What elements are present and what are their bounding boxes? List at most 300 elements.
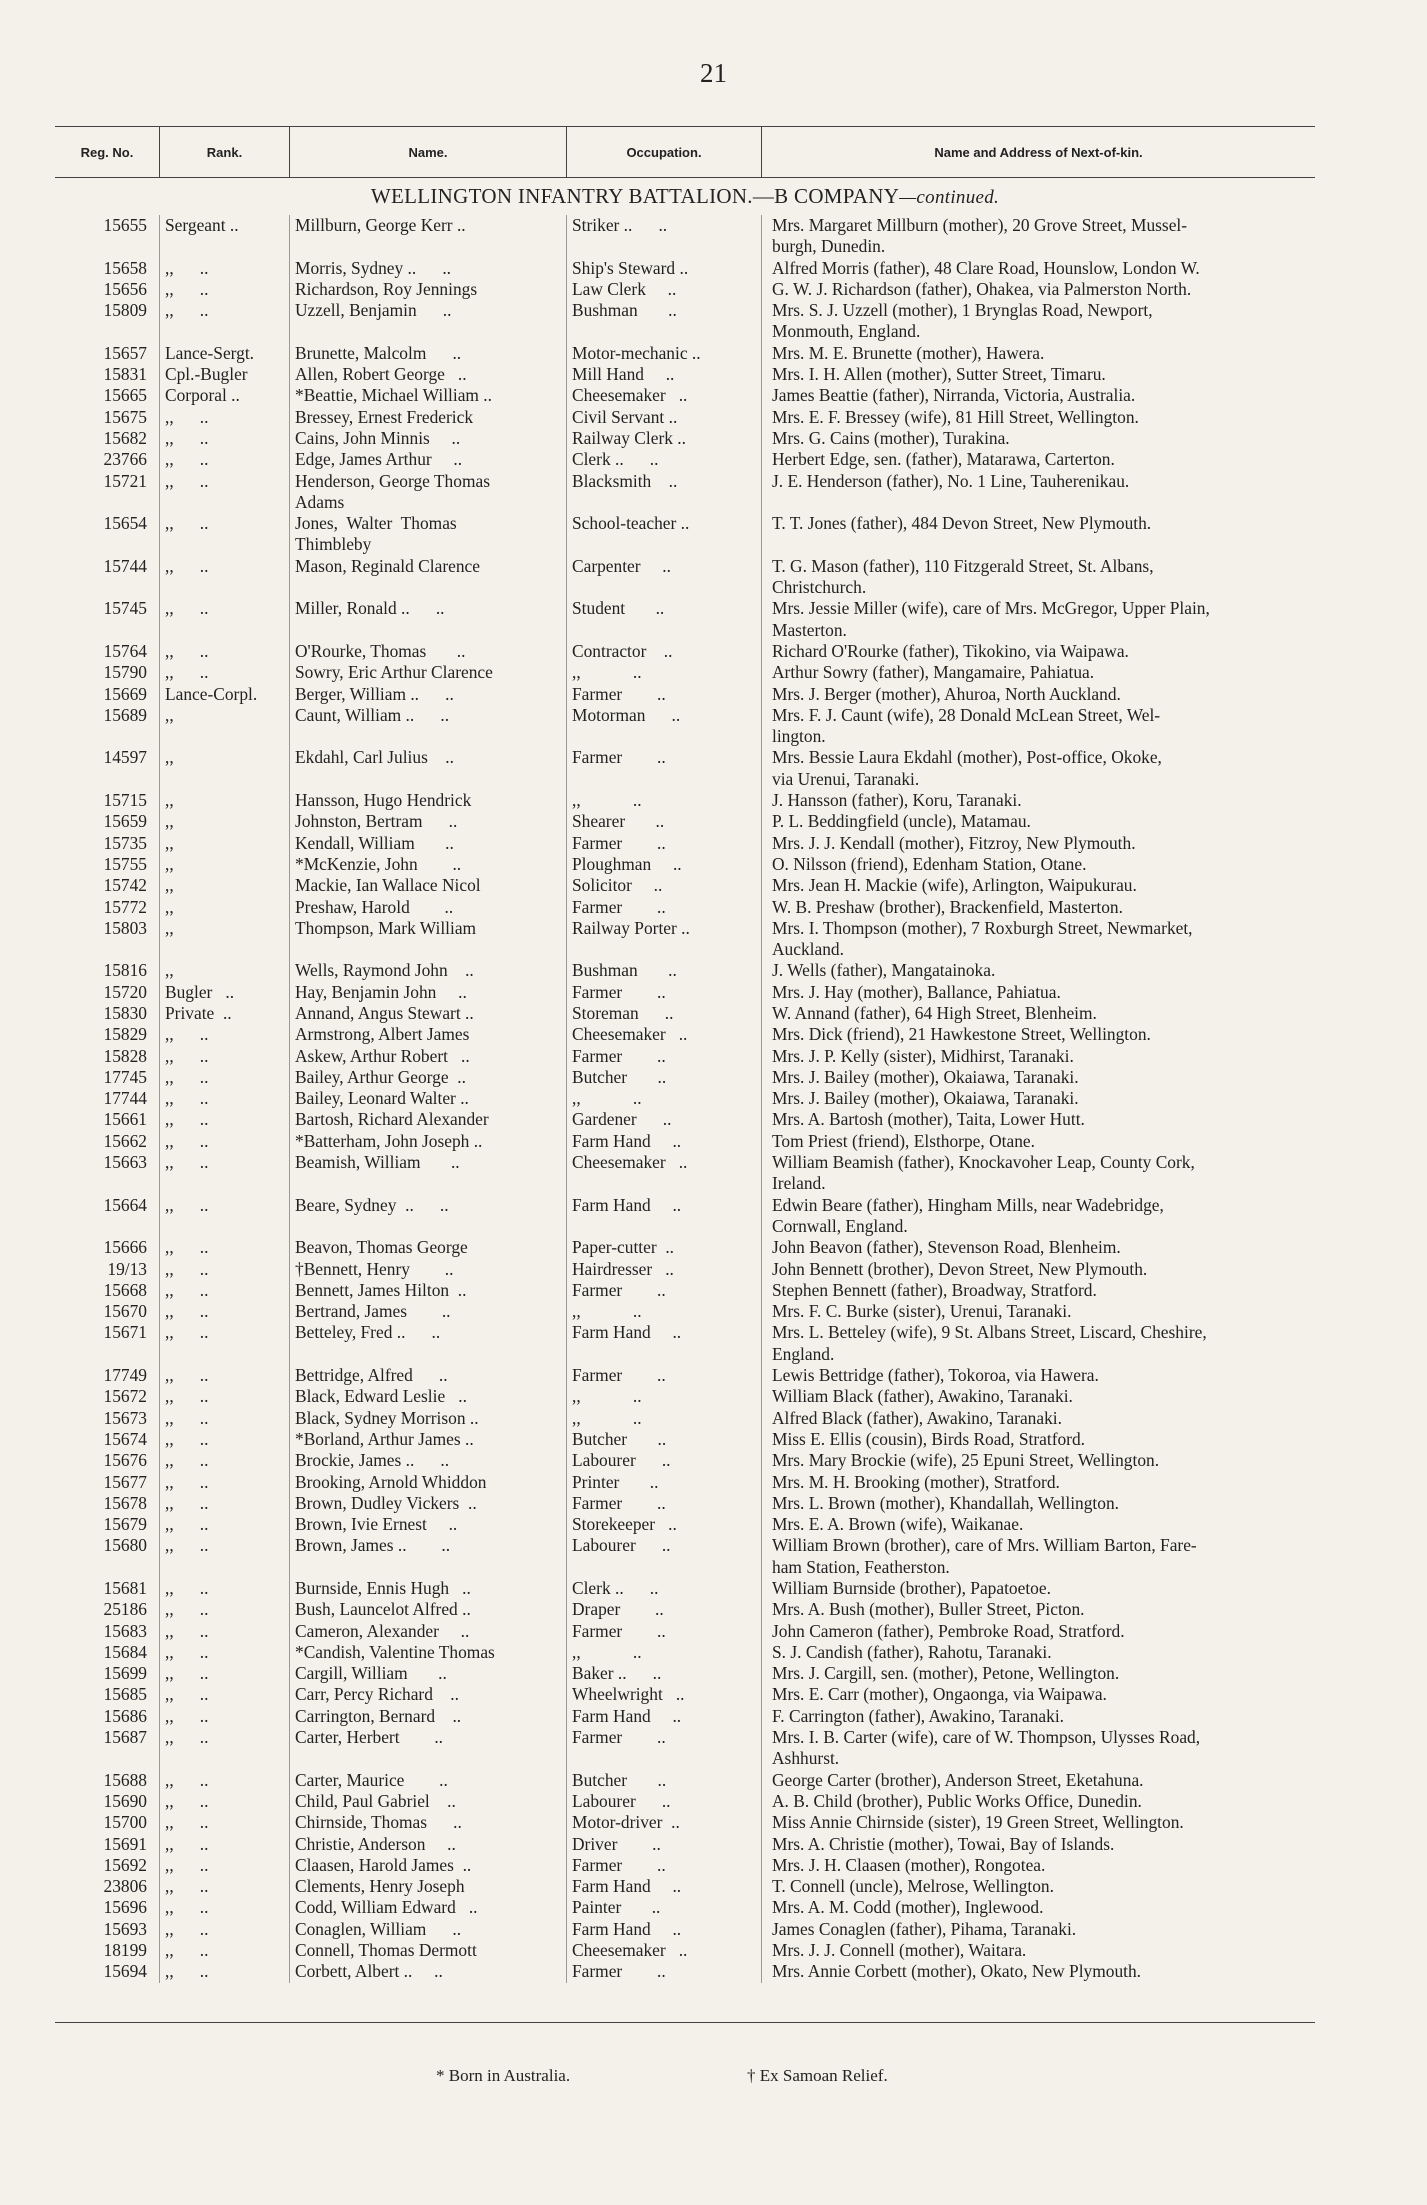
- name-cell: Uzzell, Benjamin ..: [289, 300, 566, 343]
- reg-no-cell: 15679: [103, 1514, 147, 1535]
- occupation-cell: ,, ..: [566, 1088, 761, 1109]
- table-row: [55, 258, 1315, 279]
- reg-no-cell: 15699: [103, 1663, 147, 1684]
- reg-no-cell: 15686: [103, 1705, 147, 1726]
- name-cell: Cameron, Alexander ..: [289, 1621, 566, 1642]
- reg-no-cell: 19/13: [107, 1258, 147, 1279]
- next-of-kin-cell: Herbert Edge, sen. (father), Matarawa, Carterton.: [761, 449, 1315, 470]
- rank-cell: ,, ..: [159, 1408, 289, 1429]
- next-of-kin-cell: Arthur Sowry (father), Mangamaire, Pahiatua.: [761, 662, 1315, 683]
- table-row: [55, 1855, 1315, 1876]
- occupation-cell: Printer ..: [566, 1472, 761, 1493]
- occupation-cell: Solicitor ..: [566, 875, 761, 896]
- table-row: [55, 1770, 1315, 1791]
- next-of-kin-cell: Edwin Beare (father), Hingham Mills, near Wadebridge, Cornwall, England.: [761, 1195, 1315, 1238]
- table-row: [55, 854, 1315, 875]
- name-cell: Cargill, William ..: [289, 1663, 566, 1684]
- occupation-cell: ,, ..: [566, 1642, 761, 1663]
- rank-cell: ,, ..: [159, 1109, 289, 1130]
- next-of-kin-cell: Mrs. I. H. Allen (mother), Sutter Street, Timaru.: [761, 364, 1315, 385]
- rank-cell: ,, ..: [159, 1067, 289, 1088]
- next-of-kin-cell: Mrs. J. Bailey (mother), Okaiawa, Taranaki.: [761, 1067, 1315, 1088]
- occupation-cell: Butcher ..: [566, 1770, 761, 1791]
- name-cell: Bennett, James Hilton ..: [289, 1280, 566, 1301]
- occupation-cell: ,, ..: [566, 662, 761, 683]
- next-of-kin-cell: F. Carrington (father), Awakino, Taranaki.: [761, 1706, 1315, 1727]
- table-row: [55, 1834, 1315, 1855]
- name-cell: Beavon, Thomas George: [289, 1237, 566, 1258]
- name-cell: Preshaw, Harold ..: [289, 897, 566, 918]
- table-row: [55, 1535, 1315, 1578]
- rank-cell: ,,: [159, 705, 289, 748]
- next-of-kin-cell: Mrs. Jessie Miller (wife), care of Mrs. McGregor, Upper Plain, Masterton.: [761, 598, 1315, 641]
- occupation-cell: Bushman ..: [566, 300, 761, 343]
- next-of-kin-cell: A. B. Child (brother), Public Works Office, Dunedin.: [761, 1791, 1315, 1812]
- table-row: [55, 513, 1315, 556]
- occupation-cell: Farm Hand ..: [566, 1919, 761, 1940]
- reg-no-cell: 15715: [103, 790, 147, 811]
- name-cell: Carter, Herbert ..: [289, 1727, 566, 1770]
- name-cell: Edge, James Arthur ..: [289, 449, 566, 470]
- next-of-kin-cell: T. G. Mason (father), 110 Fitzgerald Street, St. Albans, Christchurch.: [761, 556, 1315, 599]
- reg-no-cell: 15693: [103, 1918, 147, 1939]
- name-cell: Brockie, James .. ..: [289, 1450, 566, 1471]
- rank-cell: ,, ..: [159, 1429, 289, 1450]
- next-of-kin-cell: Mrs. F. C. Burke (sister), Urenui, Taranaki.: [761, 1301, 1315, 1322]
- reg-no-cell: 15692: [103, 1854, 147, 1875]
- rank-cell: ,,: [159, 875, 289, 896]
- reg-no-cell: 15803: [103, 917, 147, 938]
- occupation-cell: Carpenter ..: [566, 556, 761, 599]
- occupation-cell: Farm Hand ..: [566, 1195, 761, 1238]
- header-reg-no: Reg. No.: [80, 144, 134, 160]
- rank-cell: ,, ..: [159, 1791, 289, 1812]
- rank-cell: Private ..: [159, 1003, 289, 1024]
- name-cell: Hay, Benjamin John ..: [289, 982, 566, 1003]
- name-cell: Brown, James .. ..: [289, 1535, 566, 1578]
- occupation-cell: Cheesemaker ..: [566, 1152, 761, 1195]
- reg-no-cell: 15700: [103, 1812, 147, 1833]
- rank-cell: ,, ..: [159, 1088, 289, 1109]
- occupation-cell: ,, ..: [566, 790, 761, 811]
- occupation-cell: ,, ..: [566, 1301, 761, 1322]
- rank-cell: ,,: [159, 811, 289, 832]
- rank-cell: ,, ..: [159, 1237, 289, 1258]
- name-cell: Richardson, Roy Jennings: [289, 279, 566, 300]
- next-of-kin-cell: G. W. J. Richardson (father), Ohakea, via Palmerston North.: [761, 279, 1315, 300]
- table-row: [55, 1152, 1315, 1195]
- rank-cell: ,, ..: [159, 1642, 289, 1663]
- occupation-cell: Farmer ..: [566, 1493, 761, 1514]
- occupation-cell: Motorman ..: [566, 705, 761, 748]
- rank-cell: ,, ..: [159, 1706, 289, 1727]
- name-cell: Brown, Dudley Vickers ..: [289, 1493, 566, 1514]
- name-cell: Ekdahl, Carl Julius ..: [289, 747, 566, 790]
- rank-cell: ,, ..: [159, 1259, 289, 1280]
- reg-no-cell: 23766: [103, 449, 147, 470]
- rank-cell: ,, ..: [159, 1855, 289, 1876]
- reg-no-cell: 15687: [103, 1727, 147, 1748]
- name-cell: Beamish, William ..: [289, 1152, 566, 1195]
- rank-cell: ,,: [159, 918, 289, 961]
- reg-no-cell: 15745: [103, 598, 147, 619]
- header-rank: Rank.: [159, 127, 289, 177]
- reg-no-cell: 15676: [103, 1450, 147, 1471]
- table-header: [55, 126, 1315, 178]
- rank-cell: Lance-Corpl.: [159, 684, 289, 705]
- rank-cell: ,, ..: [159, 1961, 289, 1982]
- reg-no-cell: 15828: [103, 1045, 147, 1066]
- name-cell: Brooking, Arnold Whiddon: [289, 1472, 566, 1493]
- next-of-kin-cell: William Beamish (father), Knockavoher Leap, County Cork, Ireland.: [761, 1152, 1315, 1195]
- reg-no-cell: 15772: [103, 896, 147, 917]
- next-of-kin-cell: Mrs. A. M. Codd (mother), Inglewood.: [761, 1897, 1315, 1918]
- name-cell: Bailey, Arthur George ..: [289, 1067, 566, 1088]
- name-cell: Connell, Thomas Dermott: [289, 1940, 566, 1961]
- section-title: [55, 184, 1315, 209]
- next-of-kin-cell: Alfred Black (father), Awakino, Taranaki.: [761, 1408, 1315, 1429]
- table-row: [55, 1961, 1315, 1982]
- occupation-cell: Ship's Steward ..: [566, 258, 761, 279]
- header-occupation: Occupation.: [566, 127, 761, 177]
- occupation-cell: Storekeeper ..: [566, 1514, 761, 1535]
- occupation-cell: Storeman ..: [566, 1003, 761, 1024]
- rank-cell: ,, ..: [159, 1663, 289, 1684]
- reg-no-cell: 15665: [103, 385, 147, 406]
- occupation-cell: Blacksmith ..: [566, 471, 761, 514]
- next-of-kin-cell: T. Connell (uncle), Melrose, Wellington.: [761, 1876, 1315, 1897]
- reg-no-cell: 15668: [103, 1279, 147, 1300]
- rank-cell: ,, ..: [159, 1386, 289, 1407]
- occupation-cell: Farmer ..: [566, 1855, 761, 1876]
- table-row: [55, 747, 1315, 790]
- rank-cell: ,, ..: [159, 1301, 289, 1322]
- next-of-kin-cell: Mrs. J. Berger (mother), Ahuroa, North Auckland.: [761, 684, 1315, 705]
- table-row: [55, 811, 1315, 832]
- table-row: [55, 385, 1315, 406]
- occupation-cell: Shearer ..: [566, 811, 761, 832]
- name-cell: Bertrand, James ..: [289, 1301, 566, 1322]
- next-of-kin-cell: John Beavon (father), Stevenson Road, Blenheim.: [761, 1237, 1315, 1258]
- table-row: [55, 1024, 1315, 1045]
- occupation-cell: ,, ..: [566, 1386, 761, 1407]
- next-of-kin-cell: Mrs. Mary Brockie (wife), 25 Epuni Street, Wellington.: [761, 1450, 1315, 1471]
- occupation-cell: Law Clerk ..: [566, 279, 761, 300]
- table-row: [55, 790, 1315, 811]
- occupation-cell: Farmer ..: [566, 982, 761, 1003]
- occupation-cell: Railway Clerk ..: [566, 428, 761, 449]
- occupation-cell: Painter ..: [566, 1897, 761, 1918]
- rank-cell: ,, ..: [159, 471, 289, 514]
- table-row: [55, 556, 1315, 599]
- reg-no-cell: 15688: [103, 1769, 147, 1790]
- rank-cell: ,,: [159, 897, 289, 918]
- table-row: [55, 875, 1315, 896]
- next-of-kin-cell: T. T. Jones (father), 484 Devon Street, New Plymouth.: [761, 513, 1315, 556]
- occupation-cell: Farm Hand ..: [566, 1131, 761, 1152]
- reg-no-cell: 15678: [103, 1492, 147, 1513]
- rank-cell: ,, ..: [159, 1684, 289, 1705]
- reg-no-cell: 15654: [103, 513, 147, 534]
- next-of-kin-cell: Mrs. Dick (friend), 21 Hawkestone Street, Wellington.: [761, 1024, 1315, 1045]
- next-of-kin-cell: John Bennett (brother), Devon Street, New Plymouth.: [761, 1259, 1315, 1280]
- table-row: [55, 982, 1315, 1003]
- next-of-kin-cell: J. Wells (father), Mangatainoka.: [761, 960, 1315, 981]
- name-cell: Brown, Ivie Ernest ..: [289, 1514, 566, 1535]
- rank-cell: ,, ..: [159, 1450, 289, 1471]
- name-cell: Caunt, William .. ..: [289, 705, 566, 748]
- name-cell: Claasen, Harold James ..: [289, 1855, 566, 1876]
- name-cell: Carr, Percy Richard ..: [289, 1684, 566, 1705]
- table-row: [55, 1365, 1315, 1386]
- reg-no-cell: 15659: [103, 811, 147, 832]
- rank-cell: Cpl.-Bugler: [159, 364, 289, 385]
- reg-no-cell: 15816: [103, 960, 147, 981]
- rank-cell: ,,: [159, 854, 289, 875]
- rank-cell: ,, ..: [159, 1046, 289, 1067]
- occupation-cell: Butcher ..: [566, 1429, 761, 1450]
- table-row: [55, 918, 1315, 961]
- rank-cell: ,, ..: [159, 449, 289, 470]
- next-of-kin-cell: Mrs. J. H. Claasen (mother), Rongotea.: [761, 1855, 1315, 1876]
- name-cell: *Beattie, Michael William ..: [289, 385, 566, 406]
- next-of-kin-cell: William Black (father), Awakino, Taranaki.: [761, 1386, 1315, 1407]
- occupation-cell: Farmer ..: [566, 684, 761, 705]
- table-row: [55, 1493, 1315, 1514]
- table-row: [55, 1408, 1315, 1429]
- rank-cell: ,, ..: [159, 1812, 289, 1833]
- rank-cell: ,, ..: [159, 641, 289, 662]
- name-cell: Cains, John Minnis ..: [289, 428, 566, 449]
- occupation-cell: Bushman ..: [566, 960, 761, 981]
- reg-no-cell: 17745: [103, 1066, 147, 1087]
- reg-no-cell: 17744: [103, 1088, 147, 1109]
- header-next-of-kin: Name and Address of Next-of-kin.: [761, 127, 1315, 177]
- name-cell: Christie, Anderson ..: [289, 1834, 566, 1855]
- reg-no-cell: 14597: [103, 747, 147, 768]
- next-of-kin-cell: James Beattie (father), Nirranda, Victoria, Australia.: [761, 385, 1315, 406]
- name-cell: Hansson, Hugo Hendrick: [289, 790, 566, 811]
- bottom-rule: [55, 2022, 1315, 2023]
- occupation-cell: Cheesemaker ..: [566, 385, 761, 406]
- next-of-kin-cell: Mrs. E. A. Brown (wife), Waikanae.: [761, 1514, 1315, 1535]
- footnote-born-in-australia: * Born in Australia.: [436, 2066, 571, 2085]
- occupation-cell: Labourer ..: [566, 1791, 761, 1812]
- rank-cell: ,, ..: [159, 1322, 289, 1365]
- reg-no-cell: 15721: [103, 470, 147, 491]
- reg-no-cell: 15764: [103, 640, 147, 661]
- rank-cell: ,,: [159, 790, 289, 811]
- table-row: [55, 705, 1315, 748]
- next-of-kin-cell: J. Hansson (father), Koru, Taranaki.: [761, 790, 1315, 811]
- next-of-kin-cell: Mrs. G. Cains (mother), Turakina.: [761, 428, 1315, 449]
- table-row: [55, 343, 1315, 364]
- occupation-cell: Labourer ..: [566, 1535, 761, 1578]
- rank-cell: ,, ..: [159, 1535, 289, 1578]
- name-cell: Bressey, Ernest Frederick: [289, 407, 566, 428]
- name-cell: Bartosh, Richard Alexander: [289, 1109, 566, 1130]
- occupation-cell: Farmer ..: [566, 833, 761, 854]
- next-of-kin-cell: Mrs. I. Thompson (mother), 7 Roxburgh Street, Newmarket, Auckland.: [761, 918, 1315, 961]
- table-row: [55, 1940, 1315, 1961]
- rank-cell: ,, ..: [159, 1599, 289, 1620]
- name-cell: Carter, Maurice ..: [289, 1770, 566, 1791]
- occupation-cell: Farmer ..: [566, 1365, 761, 1386]
- occupation-cell: School-teacher ..: [566, 513, 761, 556]
- name-cell: Mackie, Ian Wallace Nicol: [289, 875, 566, 896]
- name-cell: Sowry, Eric Arthur Clarence: [289, 662, 566, 683]
- name-cell: *Candish, Valentine Thomas: [289, 1642, 566, 1663]
- next-of-kin-cell: Mrs. E. Carr (mother), Ongaonga, via Waipawa.: [761, 1684, 1315, 1705]
- table-row: [55, 1578, 1315, 1599]
- next-of-kin-cell: P. L. Beddingfield (uncle), Matamau.: [761, 811, 1315, 832]
- rank-cell: ,, ..: [159, 1024, 289, 1045]
- table-row: [55, 1472, 1315, 1493]
- name-cell: Clements, Henry Joseph: [289, 1876, 566, 1897]
- occupation-cell: Farmer ..: [566, 747, 761, 790]
- occupation-cell: Clerk .. ..: [566, 1578, 761, 1599]
- name-cell: Codd, William Edward ..: [289, 1897, 566, 1918]
- occupation-cell: Student ..: [566, 598, 761, 641]
- rank-cell: ,, ..: [159, 1940, 289, 1961]
- occupation-cell: Civil Servant ..: [566, 407, 761, 428]
- name-cell: Betteley, Fred .. ..: [289, 1322, 566, 1365]
- reg-no-cell: 15658: [103, 257, 147, 278]
- table-row: [55, 1259, 1315, 1280]
- next-of-kin-cell: Mrs. Annie Corbett (mother), Okato, New Plymouth.: [761, 1961, 1315, 1982]
- name-cell: *Batterham, John Joseph ..: [289, 1131, 566, 1152]
- reg-no-cell: 17749: [103, 1365, 147, 1386]
- name-cell: Allen, Robert George ..: [289, 364, 566, 385]
- next-of-kin-cell: Tom Priest (friend), Elsthorpe, Otane.: [761, 1131, 1315, 1152]
- name-cell: Black, Edward Leslie ..: [289, 1386, 566, 1407]
- table-row: [55, 1109, 1315, 1130]
- name-cell: Mason, Reginald Clarence: [289, 556, 566, 599]
- rank-cell: ,, ..: [159, 1493, 289, 1514]
- reg-no-cell: 15744: [103, 555, 147, 576]
- reg-no-cell: 15663: [103, 1152, 147, 1173]
- table-row: [55, 1301, 1315, 1322]
- occupation-cell: Farmer ..: [566, 1961, 761, 1982]
- occupation-cell: Hairdresser ..: [566, 1259, 761, 1280]
- table-row: [55, 1684, 1315, 1705]
- table-row: [55, 1131, 1315, 1152]
- next-of-kin-cell: Mrs. J. J. Connell (mother), Waitara.: [761, 1940, 1315, 1961]
- rank-cell: ,, ..: [159, 1578, 289, 1599]
- rank-cell: ,, ..: [159, 662, 289, 683]
- next-of-kin-cell: Mrs. J. Cargill, sen. (mother), Petone, Wellington.: [761, 1663, 1315, 1684]
- occupation-cell: Motor-mechanic ..: [566, 343, 761, 364]
- section-continued: —continued.: [899, 187, 1000, 208]
- reg-no-cell: 15657: [103, 342, 147, 363]
- occupation-cell: Clerk .. ..: [566, 449, 761, 470]
- reg-no-cell: 15677: [103, 1471, 147, 1492]
- next-of-kin-cell: O. Nilsson (friend), Edenham Station, Otane.: [761, 854, 1315, 875]
- occupation-cell: Contractor ..: [566, 641, 761, 662]
- occupation-cell: ,, ..: [566, 1408, 761, 1429]
- name-cell: Morris, Sydney .. ..: [289, 258, 566, 279]
- name-cell: Armstrong, Albert James: [289, 1024, 566, 1045]
- name-cell: Kendall, William ..: [289, 833, 566, 854]
- next-of-kin-cell: Miss Annie Chirnside (sister), 19 Green Street, Wellington.: [761, 1812, 1315, 1833]
- table-row: [55, 471, 1315, 514]
- rank-cell: ,, ..: [159, 1365, 289, 1386]
- next-of-kin-cell: Mrs. J. Hay (mother), Ballance, Pahiatua.: [761, 982, 1315, 1003]
- next-of-kin-cell: Mrs. Bessie Laura Ekdahl (mother), Post-office, Okoke, via Urenui, Taranaki.: [761, 747, 1315, 790]
- rank-cell: ,, ..: [159, 1770, 289, 1791]
- table-row: [55, 449, 1315, 470]
- reg-no-cell: 15696: [103, 1897, 147, 1918]
- reg-no-cell: 15671: [103, 1322, 147, 1343]
- reg-no-cell: 15655: [103, 215, 147, 235]
- name-cell: *Borland, Arthur James ..: [289, 1429, 566, 1450]
- occupation-cell: Cheesemaker ..: [566, 1940, 761, 1961]
- table-row: [55, 1280, 1315, 1301]
- occupation-cell: Butcher ..: [566, 1067, 761, 1088]
- rank-cell: ,, ..: [159, 258, 289, 279]
- page-number: 21: [700, 58, 727, 88]
- next-of-kin-cell: Mrs. Jean H. Mackie (wife), Arlington, Waipukurau.: [761, 875, 1315, 896]
- reg-no-cell: 15681: [103, 1578, 147, 1598]
- rank-cell: Sergeant ..: [159, 215, 289, 258]
- next-of-kin-cell: Mrs. A. Bush (mother), Buller Street, Picton.: [761, 1599, 1315, 1620]
- next-of-kin-cell: S. J. Candish (father), Rahotu, Taranaki.: [761, 1642, 1315, 1663]
- occupation-cell: Paper-cutter ..: [566, 1237, 761, 1258]
- next-of-kin-cell: George Carter (brother), Anderson Street, Eketahuna.: [761, 1770, 1315, 1791]
- next-of-kin-cell: Lewis Bettridge (father), Tokoroa, via Hawera.: [761, 1365, 1315, 1386]
- header-name: Name.: [289, 127, 566, 177]
- name-cell: Johnston, Bertram ..: [289, 811, 566, 832]
- table-row: [55, 215, 1315, 258]
- table-row: [55, 1897, 1315, 1918]
- next-of-kin-cell: Alfred Morris (father), 48 Clare Road, Hounslow, London W.: [761, 258, 1315, 279]
- table-row: [55, 364, 1315, 385]
- reg-no-cell: 18199: [103, 1940, 147, 1961]
- next-of-kin-cell: William Burnside (brother), Papatoetoe.: [761, 1578, 1315, 1599]
- next-of-kin-cell: Mrs. S. J. Uzzell (mother), 1 Brynglas Road, Newport, Monmouth, England.: [761, 300, 1315, 343]
- name-cell: Conaglen, William ..: [289, 1919, 566, 1940]
- next-of-kin-cell: Mrs. J. J. Kendall (mother), Fitzroy, New Plymouth.: [761, 833, 1315, 854]
- reg-no-cell: 15682: [103, 427, 147, 448]
- reg-no-cell: 15656: [103, 278, 147, 299]
- occupation-cell: Baker .. ..: [566, 1663, 761, 1684]
- next-of-kin-cell: Mrs. A. Christie (mother), Towai, Bay of Islands.: [761, 1834, 1315, 1855]
- next-of-kin-cell: J. E. Henderson (father), No. 1 Line, Tauherenikau.: [761, 471, 1315, 514]
- table-row: [55, 1642, 1315, 1663]
- rank-cell: ,,: [159, 747, 289, 790]
- table-row: [55, 1919, 1315, 1940]
- table-row: [55, 684, 1315, 705]
- section-title-text: WELLINGTON INFANTRY BATTALION.—B COMPANY: [370, 184, 900, 208]
- reg-no-cell: 15675: [103, 406, 147, 427]
- table-row: [55, 1450, 1315, 1471]
- table-row: [55, 428, 1315, 449]
- rank-cell: ,, ..: [159, 407, 289, 428]
- occupation-cell: Gardener ..: [566, 1109, 761, 1130]
- rank-cell: ,, ..: [159, 556, 289, 599]
- next-of-kin-cell: Mrs. M. E. Brunette (mother), Hawera.: [761, 343, 1315, 364]
- rank-cell: Corporal ..: [159, 385, 289, 406]
- next-of-kin-cell: Mrs. E. F. Bressey (wife), 81 Hill Street, Wellington.: [761, 407, 1315, 428]
- reg-no-cell: 15684: [103, 1641, 147, 1662]
- next-of-kin-cell: Mrs. M. H. Brooking (mother), Stratford.: [761, 1472, 1315, 1493]
- name-cell: *McKenzie, John ..: [289, 854, 566, 875]
- occupation-cell: Farmer ..: [566, 1727, 761, 1770]
- reg-no-cell: 15809: [103, 300, 147, 321]
- name-cell: Thompson, Mark William: [289, 918, 566, 961]
- table-row: [55, 1386, 1315, 1407]
- table-row: [55, 833, 1315, 854]
